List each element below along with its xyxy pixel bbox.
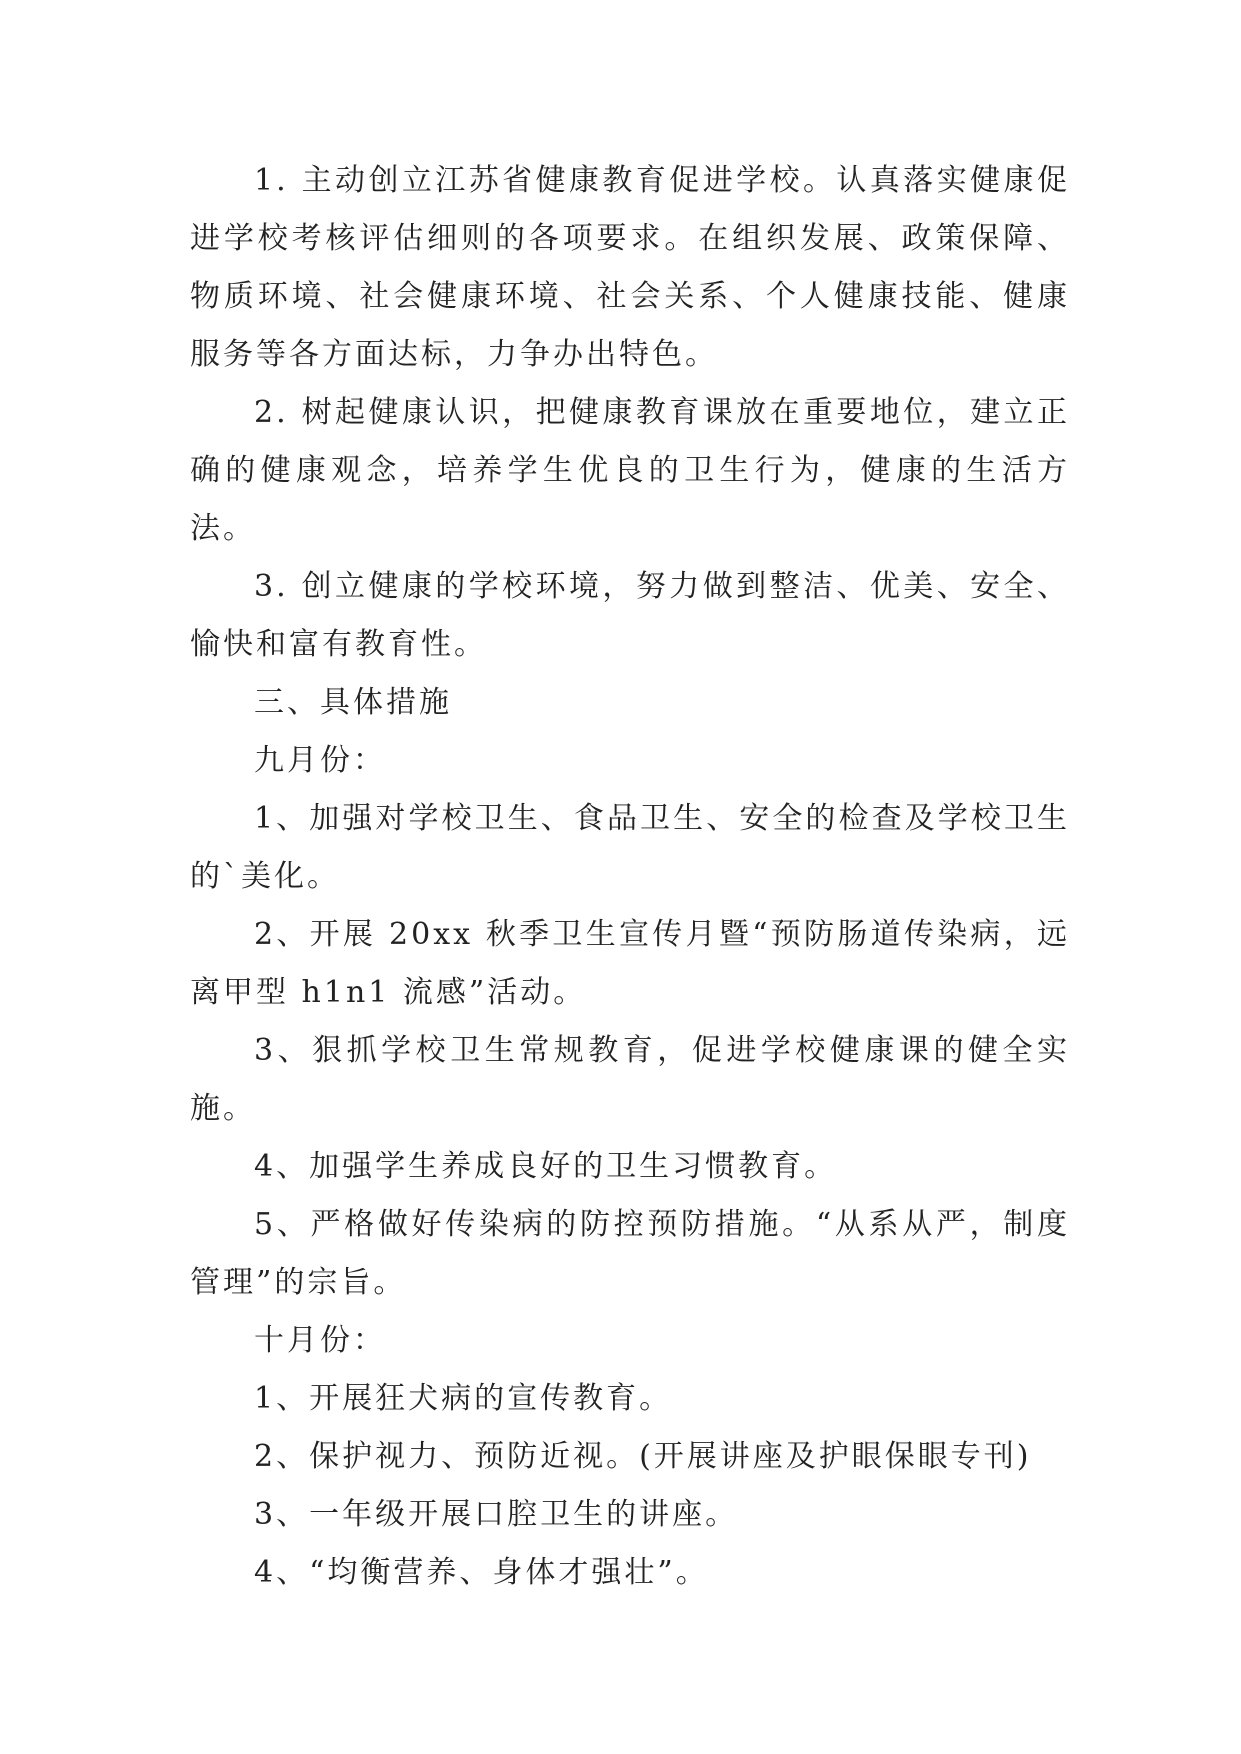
paragraph-2: 2. 树起健康认识，把健康教育课放在重要地位，建立正确的健康观念，培养学生优良的卫生行为，健康的生活方法。 (190, 395, 1070, 546)
month-heading-october: 十月份： (254, 1323, 386, 1358)
october-item-3: 3、一年级开展口腔卫生的讲座。 (254, 1497, 739, 1532)
october-item-1: 1、开展狂犬病的宣传教育。 (254, 1381, 673, 1416)
september-item-5: 5、严格做好传染病的防控预防措施。“从系从严，制度管理”的宗旨。 (190, 1207, 1070, 1300)
october-item-2: 2、保护视力、预防近视。(开展讲座及护眼保眼专刊) (254, 1439, 1032, 1474)
month-heading-september: 九月份： (254, 743, 386, 778)
october-item-4: 4、“均衡营养、身体才强壮”。 (254, 1555, 709, 1590)
section-heading: 三、具体措施 (254, 685, 452, 720)
document-body (190, 152, 1070, 1602)
september-item-1: 1、加强对学校卫生、食品卫生、安全的检查及学校卫生的`美化。 (190, 801, 1070, 894)
september-item-2: 2、开展 20xx 秋季卫生宣传月暨“预防肠道传染病，远离甲型 h1n1 流感”活动。 (190, 917, 1070, 1010)
paragraph-1: 1. 主动创立江苏省健康教育促进学校。认真落实健康促进学校考核评估细则的各项要求。在组织发展、政策保障、物质环境、社会健康环境、社会关系、个人健康技能、健康服务等各方面达标，力争办出特色。 (190, 163, 1070, 372)
september-item-4: 4、加强学生养成良好的卫生习惯教育。 (254, 1149, 838, 1184)
paragraph-3: 3. 创立健康的学校环境，努力做到整洁、优美、安全、愉快和富有教育性。 (190, 569, 1070, 662)
september-item-3: 3、狠抓学校卫生常规教育，促进学校健康课的健全实施。 (190, 1033, 1070, 1126)
